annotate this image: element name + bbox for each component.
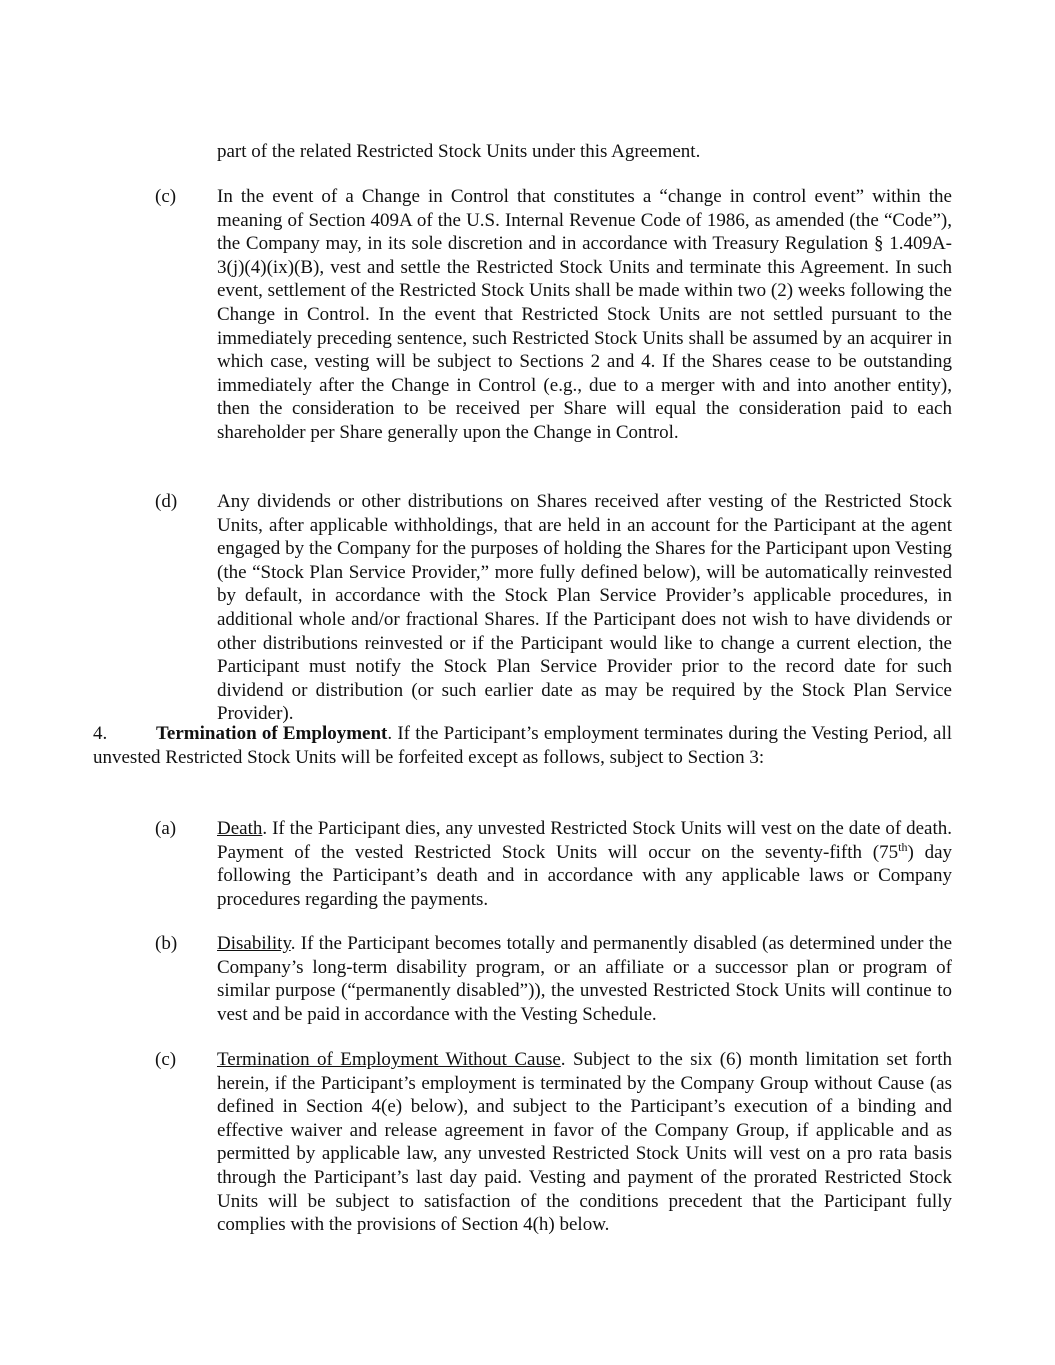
item-text — [217, 1048, 952, 1237]
section-number: 4. — [93, 723, 108, 744]
item-body: . If the Participant dies, any unvested Restricted Stock Units will vest on the date of death. Payment of the vested Restricted Stock Units will occur on the seventy-fifth (75 — [217, 818, 952, 863]
continuation-text: part of the related Restricted Stock Units under this Agreement. — [217, 141, 701, 162]
item-text: In the event of a Change in Control that constitutes a “change in control event” within the meaning of Section 409A of the U.S. Internal Revenue Code of 1986, as amended (the “Code”), the Company may, in its sole discretion and in accordance with Treasury Regulation § 1.409A-3(j)(4)(ix)(B), vest and settle the Restricted Stock Units and terminate this Agreement. In such event, settlement of the Restricted Stock Units shall be made within two (2) weeks following the Change in Control. In the event that Restricted Stock Units are not settled pursuant to the immediately preceding sentence, such Restricted Stock Units shall be assumed by an acquirer in which case, vesting will be subject to Sections 2 and 4. If the Shares cease to be outstanding immediately after the Change in Control (e.g., due to a merger with and into another entity), then the consideration to be received per Share will equal the consideration paid to each shareholder per Share generally upon the Change in Control. — [217, 186, 952, 443]
item-title: Death — [217, 818, 263, 839]
item-body: . Subject to the six (6) month limitation set forth herein, if the Participant’s employment is terminated by the Company Group without Cause (as defined in Section 4(e) below), and subject to the Participant’s execution of a binding and effective waiver and release agreement in favor of the Company Group, if applicable and as permitted by applicable law, any unvested Restricted Stock Units will vest on a pro rata basis through the Participant’s last day paid. Vesting and payment of the prorated Restricted Stock Units will be subject to satisfaction of the conditions precedent that the Participant fully complies with the provisions of Section 4(h) below. — [217, 1049, 952, 1236]
item-marker: (c) — [155, 186, 177, 207]
item-title: Termination of Employment Without Cause — [217, 1049, 561, 1070]
item-marker: (d) — [155, 491, 178, 512]
section-4-paragraph — [93, 722, 952, 769]
item-marker: (c) — [155, 1049, 177, 1070]
item-body-continued: ) day following the Participant’s death and in accordance with any applicable laws or Company procedures regarding the payments. — [217, 841, 952, 910]
item-marker: (b) — [155, 933, 178, 954]
item-text — [217, 932, 952, 1026]
ordinal-superscript: th — [898, 839, 908, 854]
item-marker: (a) — [155, 818, 177, 839]
item-text — [217, 817, 952, 911]
item-title: Disability — [217, 933, 291, 954]
item-text: Any dividends or other distributions on Shares received after vesting of the Restricted Stock Units, after applicable withholdings, that are held in an account for the Participant at the agent engaged by the Company for the purposes of holding the Shares for the Participant upon Vesting (the “Stock Plan Service Provider,” more fully defined below), will be automatically reinvested by default, in accordance with the Stock Plan Service Provider’s applicable procedures, in additional whole and/or fractional Shares. If the Participant does not wish to have dividends or other distributions reinvested or if the Participant would like to change a current election, the Participant must notify the Stock Plan Service Provider prior to the record date for such dividend or distribution (or such earlier date as may be required by the Stock Plan Service Provider). — [217, 491, 952, 725]
section-heading: Termination of Employment — [156, 723, 388, 744]
section-text: . If the Participant’s employment terminates during the Vesting Period, all unvested Restricted Stock Units will be forfeited except as follows, subject to Section 3: — [93, 723, 952, 768]
item-body: . If the Participant becomes totally and permanently disabled (as determined under the Company’s long-term disability program, or an affiliate or a successor plan or program of similar purpose (“permanently disabled”)), the unvested Restricted Stock Units will continue to vest and be paid in accordance with the Vesting Schedule. — [217, 933, 952, 1025]
